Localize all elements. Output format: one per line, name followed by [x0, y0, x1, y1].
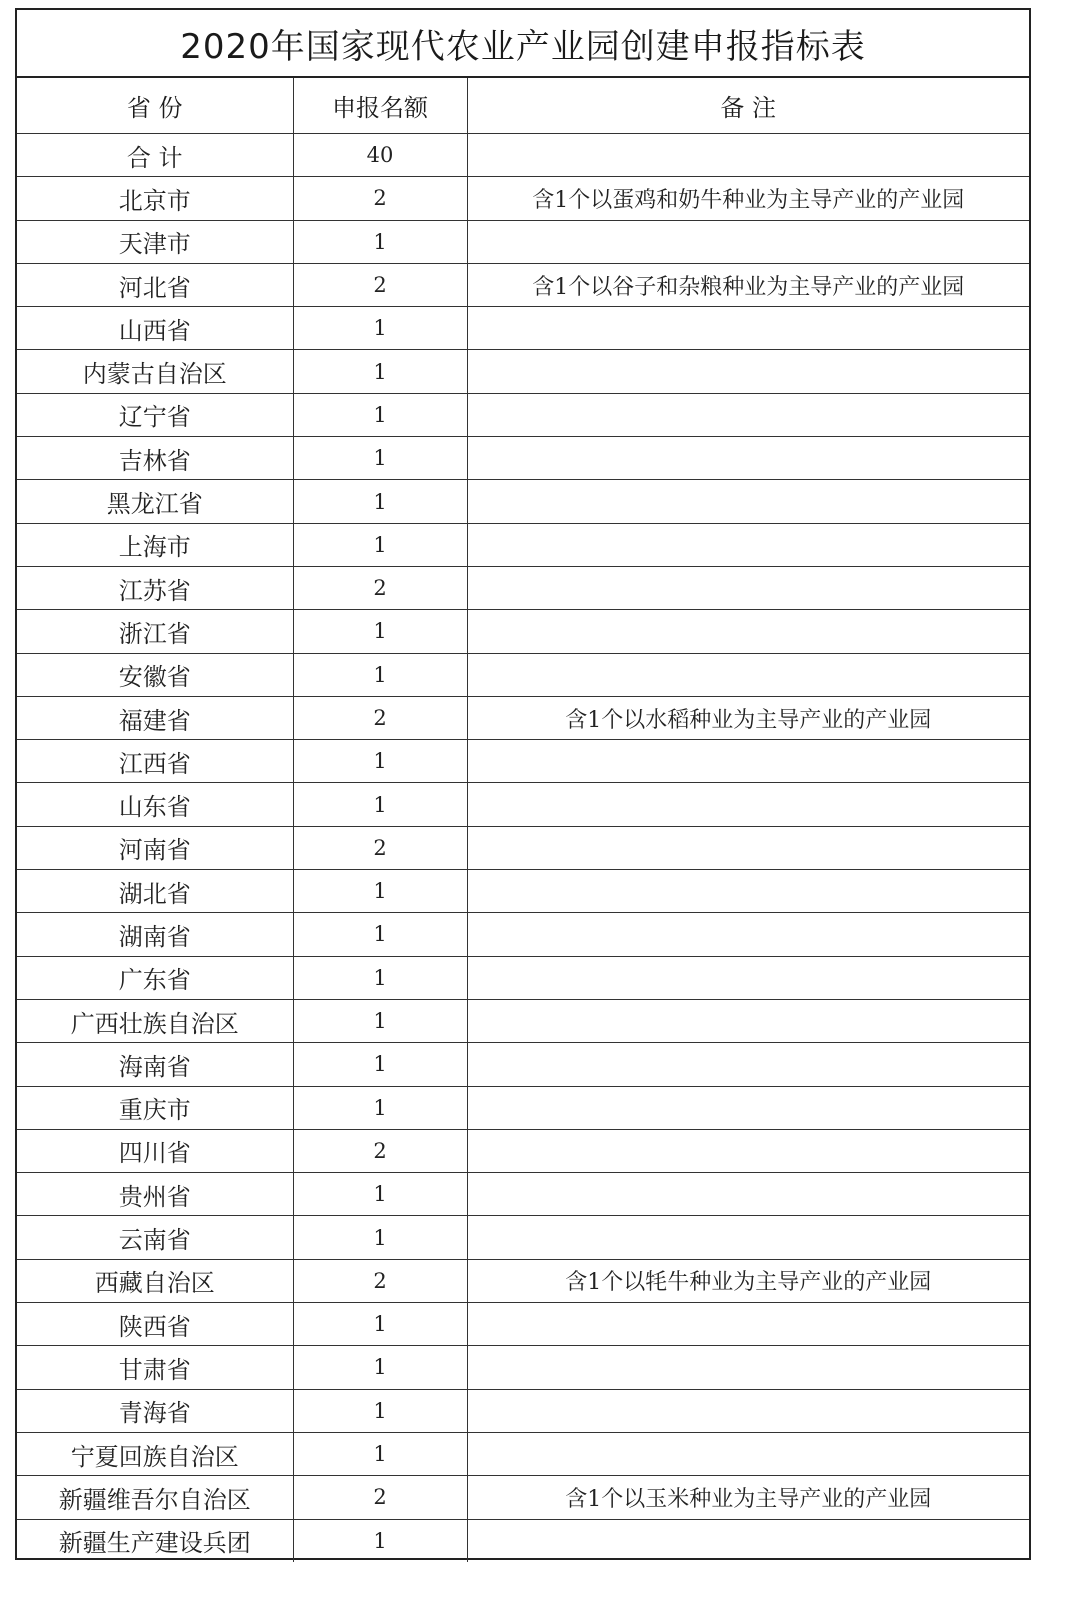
header-remark: 备 注 — [467, 78, 1029, 134]
province-cell: 福建省 — [17, 696, 293, 739]
quota-cell: 2 — [293, 1476, 467, 1519]
quota-cell: 1 — [293, 1086, 467, 1129]
table-body — [17, 134, 1029, 1562]
table-row — [17, 307, 1029, 350]
table-row — [17, 1389, 1029, 1432]
remark-cell: 含1个以玉米种业为主导产业的产业园 — [467, 1476, 1029, 1519]
province-cell: 山西省 — [17, 307, 293, 350]
province-cell: 黑龙江省 — [17, 480, 293, 523]
remark-cell — [467, 1303, 1029, 1346]
remark-cell — [467, 1043, 1029, 1086]
province-cell: 四川省 — [17, 1129, 293, 1172]
total-label: 合 计 — [17, 134, 293, 177]
remark-cell — [467, 653, 1029, 696]
table-row — [17, 1432, 1029, 1475]
remark-cell — [467, 1129, 1029, 1172]
quota-cell: 1 — [293, 1303, 467, 1346]
quota-cell: 2 — [293, 1129, 467, 1172]
province-cell: 宁夏回族自治区 — [17, 1432, 293, 1475]
table-title: 2020年国家现代农业产业园创建申报指标表 — [17, 10, 1029, 78]
remark-cell — [467, 350, 1029, 393]
table-row — [17, 783, 1029, 826]
quota-cell: 1 — [293, 393, 467, 436]
remark-cell — [467, 437, 1029, 480]
province-cell: 江苏省 — [17, 566, 293, 609]
table-row — [17, 566, 1029, 609]
quota-cell: 2 — [293, 263, 467, 306]
remark-cell — [467, 523, 1029, 566]
quota-cell: 2 — [293, 1259, 467, 1302]
table-row — [17, 653, 1029, 696]
table-header-row — [17, 78, 1029, 134]
remark-cell — [467, 1519, 1029, 1562]
remark-cell — [467, 1173, 1029, 1216]
table-row — [17, 1519, 1029, 1562]
header-quota: 申报名额 — [293, 78, 467, 134]
province-cell: 湖南省 — [17, 913, 293, 956]
remark-cell — [467, 1432, 1029, 1475]
quota-cell: 1 — [293, 220, 467, 263]
quota-cell: 1 — [293, 870, 467, 913]
province-cell: 云南省 — [17, 1216, 293, 1259]
remark-cell — [467, 1389, 1029, 1432]
province-cell: 江西省 — [17, 740, 293, 783]
province-cell: 西藏自治区 — [17, 1259, 293, 1302]
quota-cell: 1 — [293, 1432, 467, 1475]
quota-cell: 1 — [293, 1346, 467, 1389]
province-cell: 吉林省 — [17, 437, 293, 480]
header-province: 省 份 — [17, 78, 293, 134]
province-cell: 河南省 — [17, 826, 293, 869]
quota-cell: 1 — [293, 653, 467, 696]
remark-cell — [467, 610, 1029, 653]
quota-cell: 1 — [293, 610, 467, 653]
table-row — [17, 1129, 1029, 1172]
quota-cell: 1 — [293, 1389, 467, 1432]
quota-cell: 1 — [293, 913, 467, 956]
remark-cell — [467, 956, 1029, 999]
table-row — [17, 177, 1029, 220]
table-row — [17, 1086, 1029, 1129]
table-row — [17, 1259, 1029, 1302]
province-cell: 广东省 — [17, 956, 293, 999]
remark-cell — [467, 220, 1029, 263]
remark-cell — [467, 480, 1029, 523]
table-row — [17, 393, 1029, 436]
table-row — [17, 696, 1029, 739]
total-row — [17, 134, 1029, 177]
table-row — [17, 870, 1029, 913]
remark-cell: 含1个以水稻种业为主导产业的产业园 — [467, 696, 1029, 739]
remark-cell — [467, 1346, 1029, 1389]
quota-cell: 1 — [293, 1173, 467, 1216]
quota-cell: 2 — [293, 826, 467, 869]
quota-table — [17, 78, 1029, 1562]
table-row — [17, 220, 1029, 263]
quota-cell: 1 — [293, 480, 467, 523]
quota-cell: 1 — [293, 740, 467, 783]
remark-cell: 含1个以蛋鸡和奶牛种业为主导产业的产业园 — [467, 177, 1029, 220]
province-cell: 天津市 — [17, 220, 293, 263]
province-cell: 新疆维吾尔自治区 — [17, 1476, 293, 1519]
quota-cell: 1 — [293, 956, 467, 999]
table-row — [17, 1476, 1029, 1519]
remark-cell — [467, 566, 1029, 609]
quota-cell: 2 — [293, 696, 467, 739]
table-row — [17, 350, 1029, 393]
province-cell: 上海市 — [17, 523, 293, 566]
province-cell: 内蒙古自治区 — [17, 350, 293, 393]
province-cell: 山东省 — [17, 783, 293, 826]
province-cell: 湖北省 — [17, 870, 293, 913]
table-row — [17, 1346, 1029, 1389]
province-cell: 青海省 — [17, 1389, 293, 1432]
quota-cell: 1 — [293, 307, 467, 350]
table-row — [17, 740, 1029, 783]
province-cell: 甘肃省 — [17, 1346, 293, 1389]
table-row — [17, 263, 1029, 306]
quota-table-sheet — [15, 8, 1031, 1560]
province-cell: 贵州省 — [17, 1173, 293, 1216]
table-row — [17, 1216, 1029, 1259]
remark-cell — [467, 913, 1029, 956]
table-row — [17, 1173, 1029, 1216]
quota-cell: 2 — [293, 566, 467, 609]
province-cell: 北京市 — [17, 177, 293, 220]
remark-cell — [467, 870, 1029, 913]
quota-cell: 1 — [293, 350, 467, 393]
province-cell: 陕西省 — [17, 1303, 293, 1346]
remark-cell: 含1个以谷子和杂粮种业为主导产业的产业园 — [467, 263, 1029, 306]
remark-cell — [467, 999, 1029, 1042]
province-cell: 辽宁省 — [17, 393, 293, 436]
province-cell: 新疆生产建设兵团 — [17, 1519, 293, 1562]
quota-cell: 1 — [293, 999, 467, 1042]
quota-cell: 1 — [293, 523, 467, 566]
quota-cell: 1 — [293, 783, 467, 826]
remark-cell — [467, 1216, 1029, 1259]
province-cell: 重庆市 — [17, 1086, 293, 1129]
table-row — [17, 1303, 1029, 1346]
remark-cell — [467, 393, 1029, 436]
table-row — [17, 913, 1029, 956]
quota-cell: 1 — [293, 1043, 467, 1086]
province-cell: 安徽省 — [17, 653, 293, 696]
quota-cell: 2 — [293, 177, 467, 220]
total-value: 40 — [293, 134, 467, 177]
total-remark — [467, 134, 1029, 177]
table-row — [17, 523, 1029, 566]
province-cell: 河北省 — [17, 263, 293, 306]
table-row — [17, 999, 1029, 1042]
table-row — [17, 826, 1029, 869]
table-row — [17, 480, 1029, 523]
table-row — [17, 956, 1029, 999]
table-row — [17, 610, 1029, 653]
remark-cell — [467, 307, 1029, 350]
province-cell: 广西壮族自治区 — [17, 999, 293, 1042]
remark-cell — [467, 783, 1029, 826]
province-cell: 海南省 — [17, 1043, 293, 1086]
table-row — [17, 1043, 1029, 1086]
province-cell: 浙江省 — [17, 610, 293, 653]
quota-cell: 1 — [293, 437, 467, 480]
remark-cell — [467, 826, 1029, 869]
remark-cell: 含1个以牦牛种业为主导产业的产业园 — [467, 1259, 1029, 1302]
remark-cell — [467, 740, 1029, 783]
quota-cell: 1 — [293, 1216, 467, 1259]
table-row — [17, 437, 1029, 480]
quota-cell: 1 — [293, 1519, 467, 1562]
remark-cell — [467, 1086, 1029, 1129]
